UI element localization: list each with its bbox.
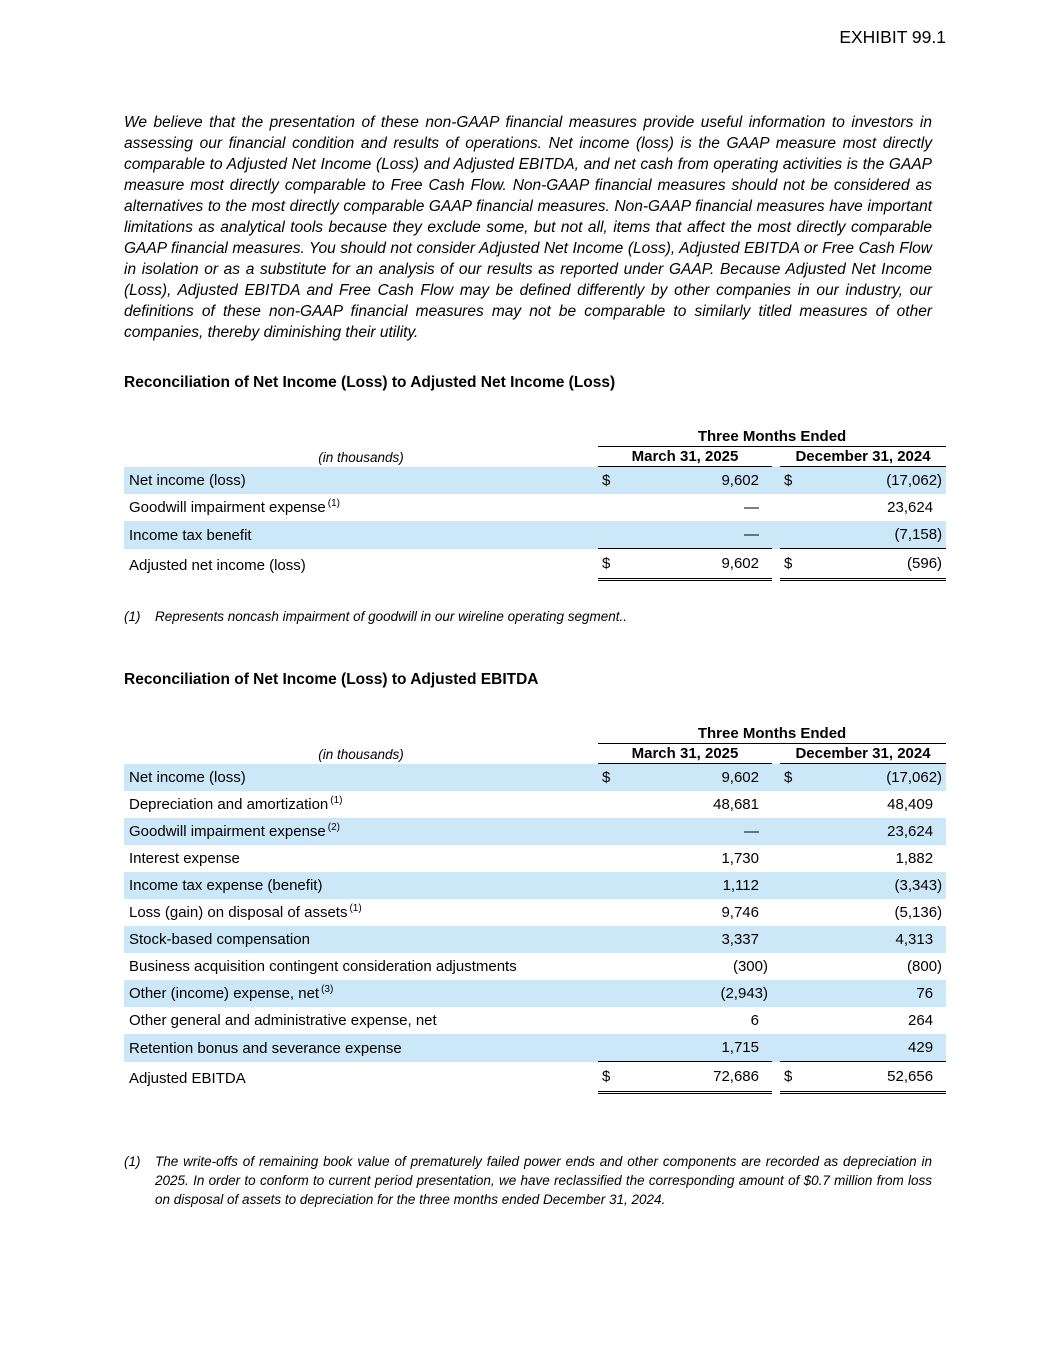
dollar-sign — [598, 980, 614, 1007]
column-gap — [772, 467, 780, 495]
dollar-sign — [780, 953, 796, 980]
cell-value: 6 — [750, 1012, 759, 1029]
cell-value: (5,136) — [894, 904, 943, 921]
cell-value: 9,602 — [614, 467, 772, 495]
column-gap — [772, 791, 780, 818]
section-heading-adjusted-ebitda: Reconciliation of Net Income (Loss) to Adjusted EBITDA — [124, 671, 539, 688]
cell-value: 48,409 — [887, 796, 934, 813]
row-label: Other general and administrative expense, net — [129, 1012, 437, 1029]
column-gap — [772, 744, 780, 764]
dollar-sign — [598, 521, 614, 549]
column-header-december-2024: December 31, 2024 — [780, 744, 946, 764]
dollar-sign — [780, 980, 796, 1007]
dollar-sign — [780, 926, 796, 953]
cell-value: — — [744, 499, 759, 516]
cell-value: 9,602 — [614, 549, 772, 580]
table-header-row — [124, 744, 946, 764]
table-row — [124, 521, 946, 549]
column-gap — [772, 926, 780, 953]
footnote-ref: (1) — [349, 903, 362, 914]
dollar-sign: $ — [780, 1062, 796, 1093]
dollar-sign — [780, 845, 796, 872]
period-header: Three Months Ended — [598, 427, 946, 447]
cell-value: 23,624 — [887, 499, 934, 516]
cell-value: (300) — [732, 958, 768, 975]
cell-value: 9,746 — [721, 904, 759, 921]
cell-value: 1,730 — [721, 850, 759, 867]
dollar-sign — [780, 521, 796, 549]
cell-value: (17,062) — [796, 764, 946, 792]
table-row — [124, 791, 946, 818]
dollar-sign — [780, 1007, 796, 1034]
header-spacer — [124, 724, 598, 744]
table-row — [124, 1062, 946, 1093]
intro-paragraph: We believe that the presentation of these non-GAAP financial measures provide useful information to investors in assessing our financial condition and results of operations. Net income (loss) is the GAAP measure most directly comparable to Adjusted Net Income (Loss) and Adjusted EBITDA, and net cash from operating activities is the GAAP measure most directly comparable to Free Cash Flow. Non-GAAP financial measures should not be considered as alternatives to the most directly comparable GAAP financial measures. Non-GAAP financial measures have important limitations as analytical tools because they exclude some, but not all, items that affect the most directly comparable GAAP financial measures. You should not consider Adjusted Net Income (Loss), Adjusted EBITDA or Free Cash Flow in isolation or as a substitute for an analysis of our results as reported under GAAP. Because Adjusted Net Income (Loss), Adjusted EBITDA and Free Cash Flow may be defined differently by other companies in our industry, our definitions of these non-GAAP financial measures may not be comparable to similarly titled measures of other companies, thereby diminishing their utility. — [124, 114, 932, 341]
footnote-number: (1) — [124, 1154, 141, 1169]
cell-value: 76 — [796, 980, 946, 1007]
header-spacer — [124, 427, 598, 447]
cell-value: 23,624 — [796, 818, 946, 845]
footnote-number: (1) — [124, 609, 141, 624]
section-heading-adjusted-net-income: Reconciliation of Net Income (Loss) to Adjusted Net Income (Loss) — [124, 374, 616, 391]
table-row — [124, 926, 946, 953]
table-row — [124, 899, 946, 926]
dollar-sign: $ — [780, 549, 796, 580]
column-header-march-2025: March 31, 2025 — [598, 447, 772, 467]
cell-value: 1,715 — [614, 1034, 772, 1062]
table-header-row — [124, 724, 946, 744]
cell-value: (2,943) — [614, 980, 772, 1007]
table-row — [124, 1034, 946, 1062]
column-gap — [772, 764, 780, 792]
row-label: Stock-based compensation — [124, 926, 598, 953]
dollar-sign — [598, 926, 614, 953]
row-label: Loss (gain) on disposal of assets $^{(1)}$ — [129, 903, 362, 921]
cell-value: 4,313 — [796, 926, 946, 953]
dollar-sign — [598, 1007, 614, 1034]
column-gap — [772, 899, 780, 926]
dollar-sign — [780, 872, 796, 899]
period-header: Three Months Ended — [598, 724, 946, 744]
column-gap — [772, 447, 780, 467]
cell-value: 264 — [908, 1012, 934, 1029]
column-gap — [772, 953, 780, 980]
dollar-sign — [598, 899, 614, 926]
footnote-ref: (1) — [327, 498, 340, 509]
table-row — [124, 872, 946, 899]
table-row — [124, 1007, 946, 1034]
table-header-row — [124, 427, 946, 447]
cell-value: 1,112 — [614, 872, 772, 899]
row-label: Adjusted EBITDA — [129, 1069, 246, 1087]
table-row — [124, 818, 946, 845]
ebitda-reconciliation-table — [124, 724, 946, 1094]
table-row — [124, 953, 946, 980]
cell-value: — — [614, 818, 772, 845]
footnote-text: Represents noncash impairment of goodwill in our wireline operating segment.. — [155, 609, 627, 624]
row-label: Retention bonus and severance expense — [124, 1034, 598, 1062]
footnote — [124, 607, 946, 626]
table-row — [124, 845, 946, 872]
column-header-december-2024: December 31, 2024 — [780, 447, 946, 467]
column-gap — [772, 845, 780, 872]
dollar-sign — [598, 845, 614, 872]
dollar-sign: $ — [598, 467, 614, 495]
column-gap — [772, 872, 780, 899]
cell-value: (17,062) — [796, 467, 946, 495]
in-thousands-label: (in thousands) — [318, 449, 404, 465]
dollar-sign — [598, 818, 614, 845]
cell-value: 9,602 — [614, 764, 772, 792]
cell-value: (596) — [796, 549, 946, 580]
dollar-sign — [780, 818, 796, 845]
dollar-sign — [598, 791, 614, 818]
row-label: Interest expense — [129, 850, 240, 867]
column-gap — [772, 980, 780, 1007]
row-label: Business acquisition contingent consideration adjustments — [129, 958, 517, 975]
row-label: Goodwill impairment expense $^{(2)}$ — [124, 818, 598, 845]
cell-value: 72,686 — [614, 1062, 772, 1093]
row-label: Net income (loss) — [124, 467, 598, 495]
cell-value: 3,337 — [614, 926, 772, 953]
table-header-row — [124, 447, 946, 467]
cell-value: 429 — [796, 1034, 946, 1062]
table-row — [124, 467, 946, 495]
row-label: Adjusted net income (loss) — [129, 556, 306, 574]
dollar-sign — [780, 899, 796, 926]
cell-value: (3,343) — [796, 872, 946, 899]
net-income-reconciliation-table — [124, 427, 946, 581]
table-row — [124, 549, 946, 580]
row-label: Net income (loss) — [124, 764, 598, 792]
cell-value: 52,656 — [796, 1062, 946, 1093]
row-label: Income tax expense (benefit) — [124, 872, 598, 899]
dollar-sign — [780, 1034, 796, 1062]
footnote-ref: (3) — [321, 984, 334, 995]
column-gap — [772, 1062, 780, 1093]
column-gap — [772, 818, 780, 845]
row-label: Other (income) expense, net $^{(3)}$ — [124, 980, 598, 1007]
dollar-sign — [598, 872, 614, 899]
cell-value: 48,681 — [713, 796, 759, 813]
footnote-ref: (1) — [330, 795, 343, 806]
dollar-sign — [598, 494, 614, 521]
dollar-sign — [598, 953, 614, 980]
in-thousands-label: (in thousands) — [318, 746, 404, 762]
dollar-sign — [598, 1034, 614, 1062]
table-row — [124, 980, 946, 1007]
table-row — [124, 764, 946, 792]
column-gap — [772, 1034, 780, 1062]
dollar-sign: $ — [780, 467, 796, 495]
column-gap — [772, 549, 780, 580]
dollar-sign — [780, 791, 796, 818]
cell-value: — — [614, 521, 772, 549]
dollar-sign: $ — [598, 549, 614, 580]
row-label: Income tax benefit — [124, 521, 598, 549]
row-label: Goodwill impairment expense $^{(1)}$ — [129, 498, 340, 516]
dollar-sign: $ — [598, 764, 614, 792]
column-gap — [772, 521, 780, 549]
dollar-sign: $ — [598, 1062, 614, 1093]
table-row — [124, 494, 946, 521]
exhibit-label: EXHIBIT 99.1 — [839, 27, 946, 47]
cell-value: (7,158) — [796, 521, 946, 549]
footnote — [124, 1152, 946, 1209]
footnote-text: The write-offs of remaining book value of prematurely failed power ends and other components are recorded as depreciation in 2025. In order to conform to current period presentation, we have reclassified the corresponding amount of $0.7 million from loss on disposal of assets to depreciation for the three months ended December 31, 2024. — [155, 1154, 932, 1207]
dollar-sign — [780, 494, 796, 521]
column-gap — [772, 1007, 780, 1034]
cell-value: 1,882 — [895, 850, 934, 867]
dollar-sign: $ — [780, 764, 796, 792]
footnote-ref: (2) — [327, 822, 340, 833]
row-label: Depreciation and amortization $^{(1)}$ — [129, 795, 343, 813]
cell-value: (800) — [907, 958, 943, 975]
column-gap — [772, 494, 780, 521]
column-header-march-2025: March 31, 2025 — [598, 744, 772, 764]
